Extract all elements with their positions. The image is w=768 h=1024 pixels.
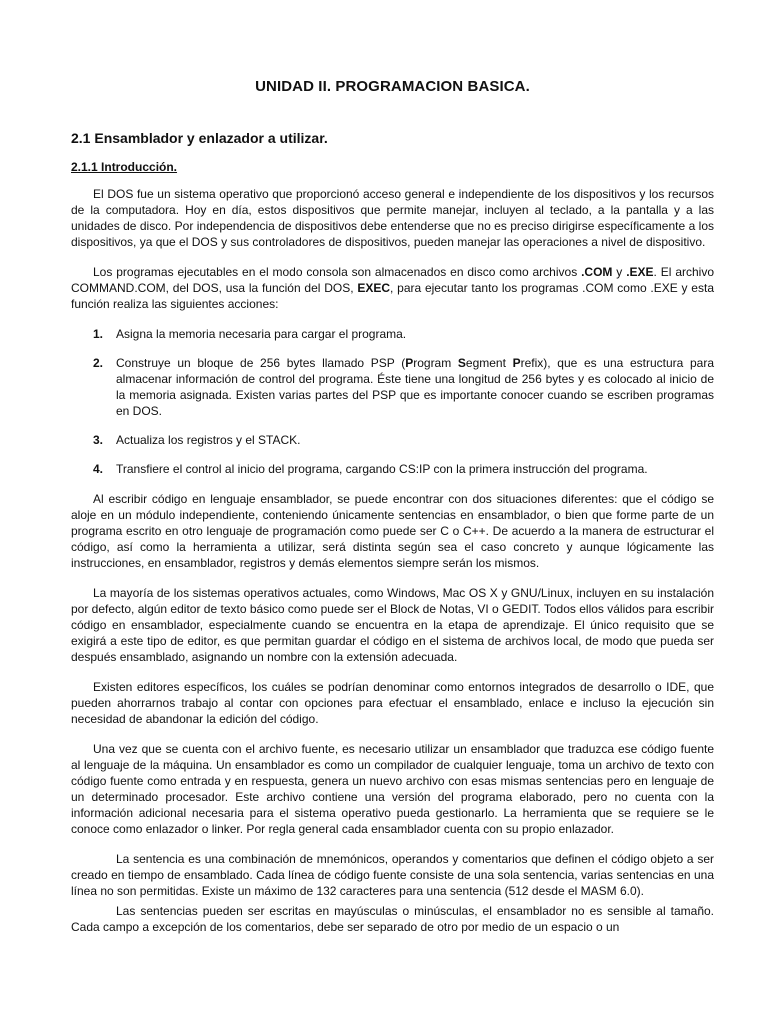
list-text: refix), que es una estructura para almacenar información de control del programa. Éste tiene una longitud de 256 bytes y es colocado al inicio de la memoria asignada. Existen varias partes del PSP que es importante conocer cuando se escriben programas en DOS. bbox=[116, 356, 714, 418]
bold-letter: P bbox=[405, 356, 414, 370]
list-item bbox=[71, 461, 714, 477]
section-heading: 2.1 Ensamblador y enlazador a utilizar. bbox=[71, 130, 328, 146]
list-number: 2. bbox=[93, 356, 104, 370]
bold-letter: P bbox=[512, 356, 521, 370]
paragraph-executables bbox=[71, 264, 714, 312]
list-text: egment bbox=[465, 356, 513, 370]
list-text: Construye un bloque de 256 bytes llamado PSP ( bbox=[116, 356, 406, 370]
paragraph-case-sensitivity: Las sentencias pueden ser escritas en mayúsculas o minúsculas, el ensamblador no es sensible al tamaño. Cada campo a excepción de los comentarios, debe ser separado de otro por medio de un espacio o un bbox=[71, 904, 714, 934]
list-item bbox=[71, 432, 714, 448]
paragraph-dos: El DOS fue un sistema operativo que proporcionó acceso general e independiente de los dispositivos y los recursos de la computadora. Hoy en día, estos dispositivos que permite manejar, incluyen al teclado, a la pantalla y a las unidades de disco. Por independencia de dispositivos debe entenderse que no es preciso dirigirse específicamente a los dispositivos, ya que el DOS y sus controladores de dispositivos, pueden manejar las operaciones a nivel de dispositivo. bbox=[71, 187, 714, 249]
bold-exec: EXEC bbox=[357, 281, 391, 295]
list-text: rogram bbox=[413, 356, 458, 370]
list-text: Asigna la memoria necesaria para cargar el programa. bbox=[116, 327, 407, 341]
list-item bbox=[71, 355, 714, 419]
paragraph-sentence: La sentencia es una combinación de mnemónicos, operandos y comentarios que definen el código objeto a ser creado en tiempo de ensamblado. Cada línea de código fuente consiste de una sola sentencia, varias sentencias en una línea no son permitidas. Existe un máximo de 132 caracteres para una sentencia (512 desde el MASM 6.0). bbox=[71, 852, 714, 898]
text-run: y bbox=[612, 265, 627, 279]
list-number: 1. bbox=[93, 327, 104, 341]
paragraph-assembler-linker: Una vez que se cuenta con el archivo fuente, es necesario utilizar un ensamblador que traduzca ese código fuente al lenguaje de la máquina. Un ensamblador es como un compilador de cualquier lenguaje, toma un archivo de texto con código fuente como entrada y en respuesta, genera un nuevo archivo con esas mismas sentencias pero en lenguaje de un determinado procesador. Este archivo contiene una versión del programa elaborado, pero no cuenta con la información adicional necesaria para el sistema operativo pueda gestionarlo. La herramienta que se requiere se le conoce como enlazador o linker. Por regla general cada ensamblador cuenta con su propio enlazador. bbox=[71, 742, 714, 836]
paragraph-ide: Existen editores específicos, los cuáles se podrían denominar como entornos integrados de desarrollo o IDE, que pueden ahorrarnos trabajo al contar con opciones para efectuar el ensamblado, enlace e incluso la ejecución sin necesidad de abandonar la edición del código. bbox=[71, 680, 714, 726]
list-text: Transfiere el control al inicio del programa, cargando CS:IP con la primera instrucción del programa. bbox=[116, 462, 648, 476]
bold-com: .COM bbox=[581, 265, 613, 279]
paragraph-operating-systems: La mayoría de los sistemas operativos actuales, como Windows, Mac OS X y GNU/Linux, incluyen en su instalación por defecto, algún editor de texto básico como puede ser el Block de Notas, VI o GEDIT. Todos ellos válidos para escribir código en ensamblador, especialmente cuando se encuentra en la etapa de aprendizaje. El único requisito que se exigirá a este tipo de editor, es que permitan guardar el código en el sistema de archivos local, de modo que pueda ser después ensamblado, asignando un nombre con la extensión adecuada. bbox=[71, 586, 714, 664]
text-run: . El archivo COMMAND.COM, del DOS, usa la función del DOS, bbox=[71, 265, 714, 295]
bold-letter: S bbox=[457, 356, 466, 370]
paragraph-assembly-code: Al escribir código en lenguaje ensamblador, se puede encontrar con dos situaciones diferentes: que el código se aloje en un módulo independiente, conteniendo únicamente sentencias en ensamblador, o bien que forme parte de un programa escrito en otro lenguaje de programación como puede ser C o C++. De acuerdo a la manera de estructurar el código, así como la herramienta a utilizar, será distinta según sea el caso concreto y aunque lógicamente las instrucciones, en ensamblador, registros y demás elementos siempre serán los mismos. bbox=[71, 492, 714, 570]
list-number: 4. bbox=[93, 462, 104, 476]
text-run: , para ejecutar tanto los programas .COM como .EXE y esta función realiza las siguientes acciones: bbox=[71, 281, 714, 311]
text-run: Los programas ejecutables en el modo consola son almacenados en disco como archivos bbox=[93, 265, 582, 279]
bold-exe: .EXE bbox=[626, 265, 654, 279]
subsection-heading: 2.1.1 Introducción. bbox=[71, 160, 178, 174]
list-item bbox=[71, 326, 714, 342]
list-text: Actualiza los registros y el STACK. bbox=[116, 433, 301, 447]
document-title: UNIDAD II. PROGRAMACION BASICA. bbox=[255, 78, 530, 95]
actions-list bbox=[71, 326, 714, 477]
list-number: 3. bbox=[93, 433, 104, 447]
